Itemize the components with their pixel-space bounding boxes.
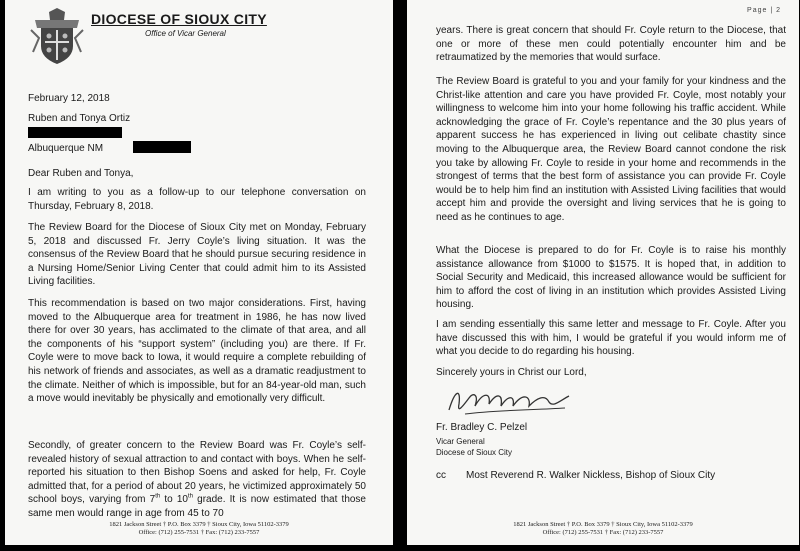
cc-label: cc (436, 470, 446, 481)
paragraph-2: The Review Board is grateful to you and your family for your kindness and the Christ-like attention and care you have provided Fr. Coyle, most notably your willingness to welcome him into your home following his traffic accident. While acknowledging the grace of Fr. Coyle’s repentance and the 30 plus years of apparent success he has experienced in living out celibate chastity since moving to the Albuquerque area, the Review Board cannot condone the risk you take by allowing Fr. Coyle to reside in your home and recommends in the strongest of terms that the best form of assistance you can provide Fr. Coyle would be to help him find an institution with Assisted Living facilities that would accept him and provide the oversight and living services that he is going to need as he continues to age. (436, 76, 786, 223)
signer-org: Diocese of Sioux City (436, 448, 513, 457)
recipient-city: Albuquerque NM (28, 143, 104, 154)
paragraph-3: This recommendation is based on two major considerations. First, having moved to the Albuquerque area for treatment in 1986, he has now lived there for over 30 years, has acclimated to the climate of that area, and all the components of his “support system” (including you) are there. If Fr. Coyle were to move back to Iowa, it would require a complete rebuilding of his network of friends and associates, as well as a dramatic readjustment to the climate. Neither of which is impossible, but for an 84-year-old man, such a move would inevitably be physically and emotionally very difficult. (28, 298, 366, 405)
paragraph-4-text-b: to 10 (160, 494, 188, 506)
letter-page-2 (407, 0, 799, 545)
footer-address: 1821 Jackson Street † P.O. Box 3379 † Sioux City, Iowa 51102-3379 (109, 521, 289, 528)
paragraph-4-text-a: Secondly, of greater concern to the Review Board was Fr. Coyle’s self-revealed history of sexual attraction to and contact with boys. When he self-reported his situation to then Bishop Soens and asked for help, Fr. Coyle admitted that, for a period of about 20 years, he victimized approximately 50 school boys, varying from 7 (28, 440, 366, 506)
paragraph-1: years. There is great concern that should Fr. Coyle return to the Diocese, that one or more of these men could potentially encounter him and be retraumatized by the memories that would surface. (436, 25, 786, 64)
page-number: Page | 2 (747, 7, 781, 14)
footer-phone: Office: (712) 255-7531 † Fax: (712) 233-7557 (138, 529, 260, 536)
footer (407, 521, 799, 537)
closing: Sincerely yours in Christ our Lord, (436, 367, 587, 378)
paragraph-4: I am sending essentially this same letter and message to Fr. Coyle. After you have discussed this with him, I would be grateful if you would inform me of what you decide to do regarding his housing. (436, 319, 786, 358)
cc-value: Most Reverend R. Walker Nickless, Bishop of Sioux City (466, 470, 716, 481)
letter-date: February 12, 2018 (28, 93, 110, 104)
paragraph-2: The Review Board for the Diocese of Sioux City met on Monday, February 5, 2018 and discussed Fr. Jerry Coyle’s living situation. It was the consensus of the Review Board that he should pursue securing residence in a Nursing Home/Senior Living Center that could admit him to its Assisted Living facilities. (28, 222, 366, 288)
paragraph-4 (28, 439, 366, 521)
footer-address: 1821 Jackson Street † P.O. Box 3379 † Sioux City, Iowa 51102-3379 (513, 521, 693, 528)
recipient-name: Ruben and Tonya Ortiz (28, 113, 131, 124)
salutation: Dear Ruben and Tonya, (28, 168, 134, 179)
signer-name: Fr. Bradley C. Pelzel (436, 422, 528, 433)
superscript-th: th (155, 494, 161, 501)
redacted-address (28, 127, 122, 138)
redacted-zip (133, 141, 191, 153)
signer-title: Vicar General (436, 437, 485, 446)
footer-phone: Office: (712) 255-7531 † Fax: (712) 233-7557 (542, 529, 664, 536)
paragraph-1: I am writing to you as a follow-up to our telephone conversation on Thursday, February 8, 2018. (28, 187, 366, 212)
diocese-crest-icon (29, 8, 85, 66)
letter-page-1 (5, 0, 393, 545)
paragraph-4-text-c: grade. It is now estimated that those same men would range in age from 45 to 70 (28, 494, 366, 519)
footer (5, 521, 393, 537)
signature (445, 384, 575, 418)
letterhead-org: DIOCESE OF SIOUX CITY (91, 11, 267, 27)
letterhead-office: Office of Vicar General (145, 29, 226, 38)
paragraph-3: What the Diocese is prepared to do for Fr. Coyle is to raise his monthly assistance allowance from $1000 to $1575. It is hoped that, in addition to Social Security and Medicaid, this increased allowance would be sufficient for him to afford the cost of living in an institution which provides Assisted Living housing. (436, 245, 786, 311)
superscript-th: th (187, 494, 193, 501)
